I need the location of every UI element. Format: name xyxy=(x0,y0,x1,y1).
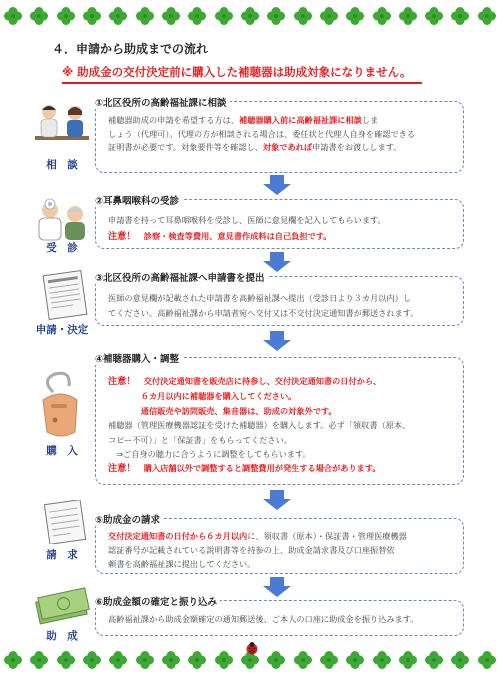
highlight-text: 診察・検査等費用、意見書作成料は自己負担です。 xyxy=(135,231,332,241)
clover-icon xyxy=(424,6,444,26)
clover-icon xyxy=(82,6,102,26)
body-text: 医師の意見欄が記載された申請書を高齢福祉課へ提出（受診日より３カ月以内）し xyxy=(108,293,411,303)
step-1-body xyxy=(108,114,457,155)
body-line xyxy=(108,404,457,418)
step-5-body xyxy=(108,529,457,571)
clover-icon xyxy=(214,6,234,26)
clover-icon xyxy=(214,650,234,670)
body-line xyxy=(108,389,457,403)
step-5-title: ⑤助成金の請求 xyxy=(92,512,163,526)
clover-icon xyxy=(29,6,49,26)
body-text: しょう（代理可）。代理の方が相談される場合は、委任状と代理人自身を確認できる xyxy=(108,128,416,139)
clover-icon xyxy=(372,650,392,670)
step-3-title: ③北区役所の高齢福祉課へ申請書を提出 xyxy=(92,270,268,284)
body-line xyxy=(108,461,457,476)
body-text: 申請書をお渡しします。 xyxy=(312,142,402,152)
body-text: ⇒ご自身の聴力に合うように調整をしてもらいます。 xyxy=(108,449,311,460)
step-6-body xyxy=(108,613,457,627)
body-line xyxy=(108,433,457,447)
application-form-icon xyxy=(36,270,94,320)
highlight-text: 対象であれば xyxy=(262,142,313,152)
body-line xyxy=(108,529,457,543)
claim-document-icon xyxy=(36,500,94,544)
clover-icon xyxy=(56,650,76,670)
body-line xyxy=(108,374,457,389)
clover-icon xyxy=(345,6,365,26)
caution-label: 注意！ xyxy=(108,376,136,387)
clover-icon xyxy=(345,650,365,670)
clover-icon xyxy=(372,6,392,26)
body-line xyxy=(108,114,457,128)
highlight-text: 購入店舗以外で調整すると調整費用が発生する場合があります。 xyxy=(135,463,381,474)
clover-icon xyxy=(108,650,128,670)
step-1-label: 相 談 xyxy=(46,159,78,171)
step-5-box xyxy=(95,515,464,574)
body-line xyxy=(108,613,457,627)
step-6-box xyxy=(95,597,464,636)
clover-icon xyxy=(161,650,181,670)
body-text: 高齢福祉課から助成金額確定の通知郵送後、ご本人の口座に助成金を振り込みます。 xyxy=(108,614,419,624)
step-3-box xyxy=(95,273,464,326)
body-line xyxy=(108,557,457,571)
body-line xyxy=(108,447,457,461)
body-text: コピー不可）」と「保証書」をもらってください。 xyxy=(108,434,292,445)
clover-icon xyxy=(450,650,470,670)
clover-icon xyxy=(319,650,339,670)
clover-icon xyxy=(319,6,339,26)
clover-icon xyxy=(82,650,102,670)
highlight-text: 交付決定通知書の日付から６カ月以内 xyxy=(108,531,248,541)
page-title: ４．申請から助成までの流れ xyxy=(52,42,209,56)
body-line xyxy=(108,543,457,557)
clover-icon xyxy=(398,650,418,670)
step-4-box xyxy=(95,354,464,485)
clover-icon xyxy=(135,650,155,670)
highlight-text: 補聴器購入前に高齢福祉課に相談 xyxy=(239,115,362,125)
body-text: 証明書が必要です。対象要件等を確認し、 xyxy=(108,142,263,152)
body-text: 申請書を持って耳鼻咽喉科を受診し、医師に意見欄を記入してもらいます。 xyxy=(108,215,386,225)
step-3-body xyxy=(108,291,457,321)
body-text: 補聴器助成の申請を希望する方は、 xyxy=(108,115,240,125)
step-6-label: 助 成 xyxy=(46,630,78,642)
body-text: しま xyxy=(361,115,379,125)
doctor-exam-icon xyxy=(33,196,91,244)
clover-icon xyxy=(293,650,313,670)
highlight-text: 交付決定通知書を販売店に持参し、交付決定通知書の日付から、 xyxy=(135,376,382,386)
step-5-label: 請 求 xyxy=(46,549,78,561)
clover-icon xyxy=(161,6,181,26)
hearing-aid-icon xyxy=(31,370,89,440)
step-4-title: ④補聴器購入・調整 xyxy=(92,351,182,365)
clover-icon xyxy=(29,650,49,670)
clover-icon xyxy=(3,6,23,26)
step-1-box xyxy=(95,98,464,173)
clover-icon xyxy=(3,650,23,670)
arrow-down-icon xyxy=(262,175,292,195)
body-line xyxy=(108,212,457,228)
clover-icon xyxy=(266,6,286,26)
clover-icon xyxy=(293,6,313,26)
money-icon xyxy=(33,585,91,627)
step-4-label: 購 入 xyxy=(46,445,78,457)
warning-notice: ※ 助成金の交付決定前に購入した補聴器は助成対象になりません。 xyxy=(62,65,412,79)
warning-underline xyxy=(62,82,422,84)
caution-label: 注意！ xyxy=(108,463,136,475)
body-line xyxy=(108,228,457,245)
body-line xyxy=(108,418,457,432)
arrow-down-icon xyxy=(262,577,292,597)
highlight-text: 通信販売や訪問販売、集音器は、助成の対象外です。 xyxy=(108,405,337,416)
step-2-label: 受 診 xyxy=(46,242,78,254)
step-2-body xyxy=(108,212,457,245)
clover-icon xyxy=(187,650,207,670)
clover-icon xyxy=(398,6,418,26)
body-line xyxy=(108,306,457,321)
clover-icon xyxy=(450,6,470,26)
body-text: 補聴器（管理医療機器認証を受けた補聴器）を購入します。必ず「領収書（原本、 xyxy=(108,420,411,431)
clover-icon xyxy=(56,6,76,26)
step-3-label: 申請・決定 xyxy=(35,324,89,336)
clover-icon xyxy=(240,6,260,26)
clover-border-top xyxy=(0,4,500,28)
step-2-box xyxy=(95,196,464,249)
clover-icon xyxy=(266,650,286,670)
step-6-title: ⑥助成金額の確定と振り込み xyxy=(92,594,220,608)
ladybug-icon xyxy=(245,641,259,655)
arrow-down-icon xyxy=(262,331,292,351)
step-4-body xyxy=(108,374,457,477)
body-line xyxy=(108,141,457,155)
highlight-text: ６カ月以内に補聴器を購入してください。 xyxy=(108,391,297,402)
caution-label: 注意！ xyxy=(108,231,136,242)
clover-icon xyxy=(108,6,128,26)
clover-icon xyxy=(477,6,497,26)
body-line xyxy=(108,291,457,306)
clover-icon xyxy=(424,650,444,670)
clover-icon xyxy=(477,650,497,670)
consultation-icon xyxy=(33,100,91,152)
body-text: に、領収書（原本）・保証書・管理医療機器 xyxy=(247,531,407,541)
arrow-down-icon xyxy=(262,252,292,272)
step-2-title: ②耳鼻咽喉科の受診 xyxy=(92,193,182,207)
body-line xyxy=(108,128,457,142)
clover-icon xyxy=(135,6,155,26)
arrow-down-icon xyxy=(262,490,292,510)
body-text: 認証番号が記載されている説明書等を持参の上、助成金請求書及び口座振替依 xyxy=(108,545,395,555)
step-1-title: ①北区役所の高齢福祉課に相談 xyxy=(92,95,230,109)
body-text: 頼書を高齢福祉課に提出してください。 xyxy=(108,559,256,569)
body-text: てください。高齢福祉課から申請者宛へ交付又は不交付決定通知書が郵送されます。 xyxy=(108,308,419,318)
clover-icon xyxy=(187,6,207,26)
